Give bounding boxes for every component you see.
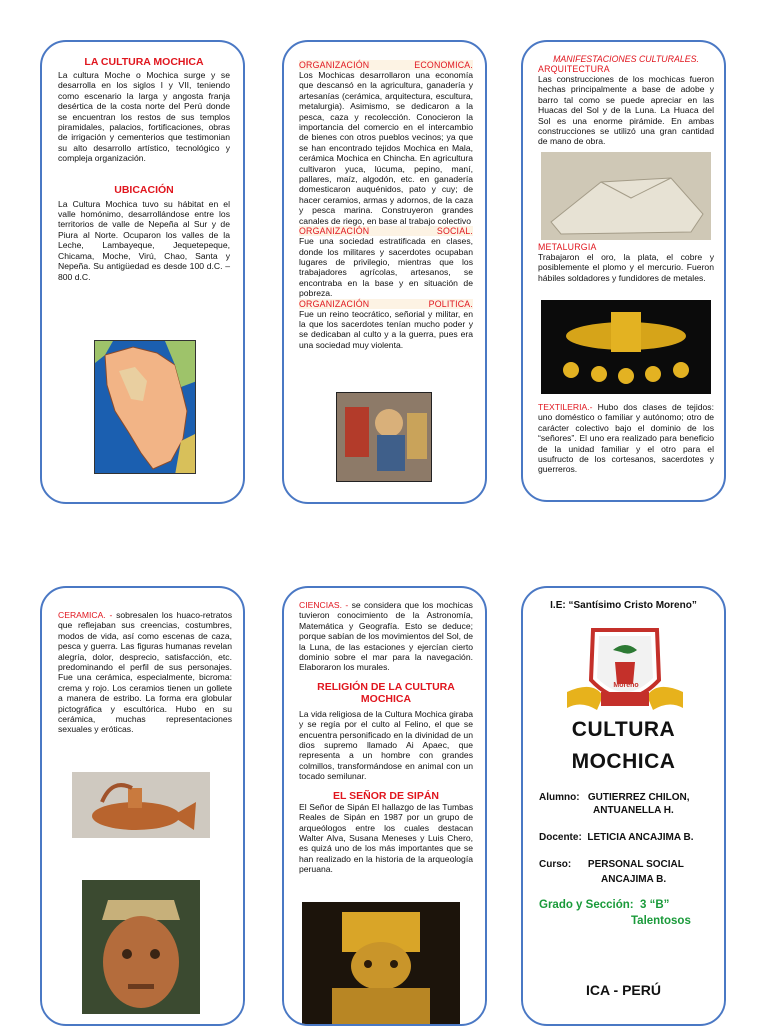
arq-title: ARQUITECTURA (538, 64, 610, 74)
ceramica-text: sobresalen los huaco-retratos que reflejaban sus creencias, costumbres, modos de vida, así como escenas de caza, pesca y guerra. Las figuras humanas revelan alegría, dolor, desprecio, satisfacción, etc. predominando el perfil de sus personajes. Fue una cerámica, especialmente, bicroma: crema y rojo. Los ceramios tienen un gollete a manera de estribo. La forma era globular pictográfica y escultórica. Hubo en su cerámica, muchas representaciones sexuales y eróticas. (58, 610, 233, 735)
huaca-image (541, 152, 711, 240)
senor-sipan-image (302, 902, 460, 1026)
gold-ornament-image (541, 300, 711, 394)
metal-text: Trabajaron el oro, la plata, el cobre y posiblemente el plomo y el mercurio. Fueron hábiles soldadores y fundidores de metales. (538, 252, 714, 283)
ceramica-paragraph (58, 610, 232, 735)
panel-organizacion (282, 40, 487, 504)
alumno-value-1: GUTIERREZ CHILON, (587, 792, 690, 803)
sipan-text: El Señor de Sipán El hallazgo de las Tumbas Reales de Sipán en 1987 por un grupo de arqueólogos entre los cuales destacan Walter Alva, Susana Meneses y Luis Chero, es quizá uno de los más importantes que se han realizado en la historia de la arqueología peruana. (299, 801, 473, 875)
huaco-retrato-image (82, 880, 200, 1014)
huaco-fish-icon (72, 772, 210, 838)
senor-sipan-icon (302, 902, 460, 1026)
docente-value: LETICIA ANCAJIMA B. (587, 832, 694, 843)
panel-cover (521, 586, 726, 1026)
alumno-line (539, 792, 715, 803)
curso-label: Curso: (539, 859, 572, 870)
grado-line (539, 899, 715, 911)
ubicacion-text: La Cultura Mochica tuvo su hábitat en el valle homónimo, desarrollándose entre los territorios de valle de Nepeña al Sur y de Piura al Norte. Ocuparon los valles de la Leche, Lambayeque, Jequetepeque, Chicama, Moche, Virú, Chao, Santa y Nepeña. Su antigüedad es desde 100 d.C. – 800 d.C. (58, 198, 230, 282)
economica-title: ORGANIZACIÓN ECONOMICA. (299, 60, 473, 70)
cover-title-1: CULTURA (571, 718, 676, 741)
mural-image (336, 392, 432, 482)
textileria-title: TEXTILERIA.- (538, 402, 593, 412)
textileria-paragraph (538, 402, 714, 475)
mural-icon (337, 393, 432, 482)
peru-map-image (94, 340, 196, 474)
politica-title: ORGANIZACIÓN POLITICA. (299, 298, 473, 309)
shield-logo-icon (563, 626, 687, 720)
religion-text: La vida religiosa de la Cultura Mochica giraba y se regía por el culto al Felino, el que se encuentra personificado en la divinidad de un dios supremo llamado Ai Apaec, que representa a un hombre con grandes colmillos, transformándose en animal con un tocado semilunar. (299, 708, 473, 782)
ubicacion-title: UBICACIÓN (114, 183, 174, 196)
school-name: I.E: “Santísimo Cristo Moreno” (550, 600, 697, 611)
gold-ornament-icon (541, 300, 711, 394)
school-logo (563, 626, 687, 720)
panel-manifestaciones (521, 40, 726, 502)
curso-value-2: ANCAJIMA B. (601, 874, 667, 885)
arq-text: Las construcciones de los mochicas fueron hechas principalmente a base de adobe y barro tal como se puede apreciar en las Huacas del Sol y de la Luna. La Huaca del Sol es una enorme pirámide. En ambas construcciones se utilizó una gran cantidad de mano de obra. (538, 74, 714, 147)
ciencias-paragraph (299, 600, 473, 673)
social-text: Fue una sociedad estratificada en clases, donde los militares y sacerdotes ocupaban lugares de privilegio, mientras que los trabajadores agrícolas, artesanos, se encontraba en la base y en situación de pobreza. (299, 236, 473, 299)
panel-ciencias-religion (282, 586, 487, 1026)
grado-value-2: Talentosos (631, 915, 691, 927)
alumno-label: Alumno: (539, 792, 580, 803)
curso-value-1: PERSONAL SOCIAL (587, 859, 684, 870)
grado-value: 3 “B” (639, 899, 670, 911)
place-label: ICA - PERÚ (586, 982, 661, 998)
cover-title-2: MOCHICA (571, 750, 676, 773)
religion-title: RELIGIÓN DE LA CULTURA MOCHICA (317, 680, 455, 705)
manifest-title: MANIFESTACIONES CULTURALES. (553, 54, 699, 64)
huaco-retrato-icon (82, 880, 200, 1014)
panel-ceramica (40, 586, 245, 1026)
ciencias-title: CIENCIAS. - (299, 600, 349, 610)
logo-moreno-text: Moreno (613, 682, 639, 689)
peru-map-icon (95, 341, 196, 474)
metal-title: METALURGIA (538, 242, 597, 252)
docente-label: Docente: (539, 832, 582, 843)
social-title: ORGANIZACIÓN SOCIAL. (299, 226, 473, 237)
ceramica-title: CERAMICA. - (58, 610, 113, 620)
panel1-title: LA CULTURA MOCHICA (84, 56, 204, 68)
grado-label: Grado y Sección: (539, 899, 634, 911)
panel1-intro: La cultura Moche o Mochica surge y se desarrolla en los siglos I y VII, teniendo como escenario la larga y angosta franja desértica de la costa norte del Perú donde se encuentran los restos de sus templos piramidales, palacios, fortificaciones, obras de irrigación y cementerios que testimonian su alto desarrollo artístico, tecnológico y compleja organización. (58, 70, 230, 164)
politica-text: Fue un reino teocrático, señorial y militar, en la que los sacerdotes tenían mucho poder y se dedicaban al culto y a la guerra, pues era una sociedad muy violenta. (299, 308, 473, 350)
economica-text: Los Mochicas desarrollaron una economía que descansó en la agricultura, ganadería y artesanías (cerámica, arquitectura, escultura, metalurgia). Asimismo, se dedicaron a la pesca, caza y recolección. Conocieron la importancia del comercio en el intercambio de bienes con otros pueblos vecinos; ya que se han encontrado tejidos Mochica en Mala, cerámica Mochica en Chincha. En agricultura cultivaron yuca, lúcuma, pepino, maní, pallares, maíz, algodón, etc. en ganadería domesticaron auquénidos, pato y cuy; de hacer ceramios, armas y adornos, de la caza y pesca marina. Construyeron grandes canales de riego, en base al trabajo colectivo (299, 70, 473, 226)
sipan-title: EL SEÑOR DE SIPÁN (333, 789, 439, 802)
curso-line (539, 859, 715, 870)
pyramid-icon (541, 152, 711, 240)
docente-line (539, 832, 715, 843)
alumno-value-2: ANTUANELLA H. (593, 805, 674, 816)
panel-cultura-mochica (40, 40, 245, 504)
ciencias-text: se considera que los mochicas tuvieron conocimiento de la Astronomía, Matemática y Geografía. Esto se deduce; porque sabían de los movimientos del Sol, de la Luna, de las estaciones y ejercían cierto dominio sobre el mar para la navegación. Elaboraron los murales. (299, 600, 473, 673)
textileria-text: Hubo dos clases de tejidos: uno doméstico o familiar y autónomo; otro de carácter colectivo bajo el dominio de los “señores”. El uno era realizado para beneficio de la unidad familiar y el otro para el usufructo de los cortesanos, sacerdotes y guerreros. (538, 402, 714, 475)
huaco-fish-image (72, 772, 210, 838)
